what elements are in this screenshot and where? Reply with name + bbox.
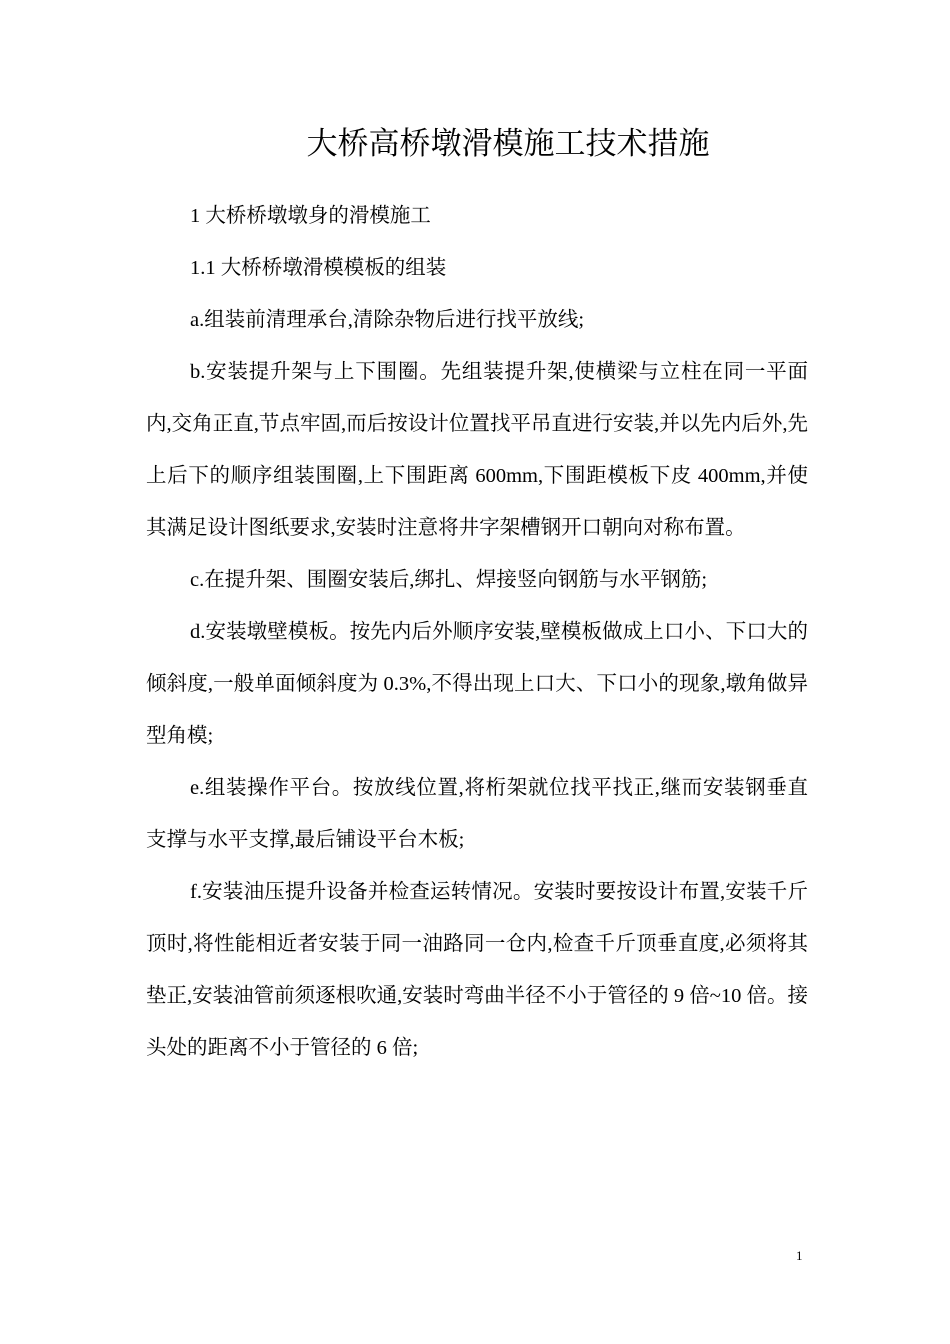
body-paragraph: c.在提升架、围圈安装后,绑扎、焊接竖向钢筋与水平钢筋; (190, 569, 708, 591)
subsection-heading: 1.1 大桥桥墩滑模模板的组装 (190, 257, 447, 279)
body-paragraph: e.组装操作平台。按放线位置,将桁架就位找平找正,继而安装钢垂直支撑与水平支撑,最后铺设平台木板; (146, 777, 808, 851)
section-heading: 1 大桥桥墩墩身的滑模施工 (190, 205, 431, 227)
document-title: 大桥高桥墩滑模施工技术措施 (306, 126, 710, 161)
body-paragraph: b.安装提升架与上下围圈。先组装提升架,使横梁与立柱在同一平面内,交角正直,节点牢固,而后按设计位置找平吊直进行安装,并以先内后外,先上后下的顺序组装围圈,上下围距离 600mm,下围距模板下皮 400mm,并使其满足设计图纸要求,安装时注意将井字架槽钢开口朝向对称布置。 (146, 361, 808, 539)
document-body (146, 190, 808, 1074)
body-paragraph: d.安装墩壁模板。按先内后外顺序安装,壁模板做成上口小、下口大的倾斜度,一般单面倾斜度为 0.3%,不得出现上口大、下口小的现象,墩角做异型角模; (146, 621, 808, 747)
body-paragraph: f.安装油压提升设备并检查运转情况。安装时要按设计布置,安装千斤顶时,将性能相近者安装于同一油路同一仓内,检查千斤顶垂直度,必须将其垫正,安装油管前须逐根吹通,安装时弯曲半径不小于管径的 9 倍~10 倍。接头处的距离不小于管径的 6 倍; (146, 881, 808, 1059)
page-number: 1 (796, 1248, 803, 1263)
body-paragraph: a.组装前清理承台,清除杂物后进行找平放线; (190, 309, 585, 331)
